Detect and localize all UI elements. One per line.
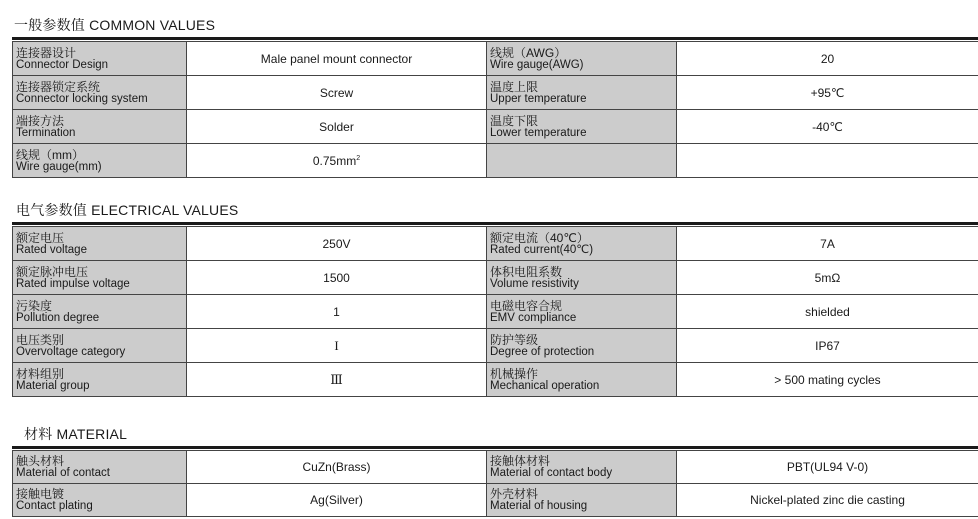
spec-label-en: Contact plating xyxy=(16,500,93,512)
spec-label xyxy=(13,227,187,261)
section-title-common: 一般参数值 COMMON VALUES xyxy=(14,17,216,33)
spec-label-cn: 温度上限 xyxy=(490,79,539,94)
spec-label-en: Rated voltage xyxy=(16,243,87,256)
spec-label xyxy=(13,42,187,76)
spec-label xyxy=(13,484,187,517)
spec-label-cn: 接触电镀 xyxy=(16,487,65,501)
spec-row xyxy=(13,451,978,484)
spec-value xyxy=(677,227,978,261)
spec-value xyxy=(677,76,978,110)
spec-value-text: 7A xyxy=(820,236,835,251)
spec-label-cn: 材料组别 xyxy=(16,366,65,381)
spec-label-en: Degree of protection xyxy=(490,345,595,358)
spec-label xyxy=(487,227,677,261)
spec-label xyxy=(487,110,677,144)
spec-label xyxy=(487,76,677,110)
spec-value-text: CuZn(Brass) xyxy=(302,460,371,474)
spec-row xyxy=(13,227,978,261)
spec-value xyxy=(677,363,978,397)
spec-label-en: Rated current(40℃) xyxy=(490,243,594,256)
spec-value xyxy=(187,329,487,363)
spec-row xyxy=(13,261,978,295)
spec-value-text: -40℃ xyxy=(812,119,843,134)
spec-label-cn: 电压类别 xyxy=(16,332,65,347)
spec-label xyxy=(13,329,187,363)
spec-value-text: 1 xyxy=(333,304,340,319)
spec-label-en: Rated impulse voltage xyxy=(16,277,130,290)
material-table xyxy=(12,450,978,517)
spec-label-en: Termination xyxy=(16,126,76,139)
spec-label xyxy=(487,144,677,178)
spec-value xyxy=(187,76,487,110)
spec-value xyxy=(677,329,978,363)
spec-label xyxy=(13,295,187,329)
common-values-table xyxy=(12,41,978,178)
spec-value-text: 20 xyxy=(820,51,835,66)
spec-value xyxy=(187,261,487,295)
spec-label-cn: 额定脉冲电压 xyxy=(16,264,89,279)
spec-row xyxy=(13,363,978,397)
spec-label-en: EMV compliance xyxy=(490,311,577,324)
spec-value-text: Ⅲ xyxy=(330,371,343,387)
spec-value xyxy=(187,363,487,397)
spec-row xyxy=(13,295,978,329)
spec-label xyxy=(13,76,187,110)
spec-value xyxy=(677,42,978,76)
spec-label-en: Material of contact xyxy=(16,467,110,479)
spec-label-en: Wire gauge(AWG) xyxy=(490,58,584,71)
spec-label-en: Material of housing xyxy=(490,500,588,512)
spec-value xyxy=(187,484,487,517)
spec-label-cn: 连接器锁定系统 xyxy=(16,79,101,94)
spec-value-text: > 500 mating cycles xyxy=(774,372,881,387)
section-divider xyxy=(12,222,978,225)
spec-row xyxy=(13,42,978,76)
spec-value-text: Screw xyxy=(319,85,354,100)
section-title-electrical: 电气参数值 ELECTRICAL VALUES xyxy=(16,202,239,218)
spec-label-cn: 端接方法 xyxy=(16,113,65,128)
spec-label xyxy=(487,484,677,517)
spec-label-en: Pollution degree xyxy=(16,311,100,324)
spec-value xyxy=(187,110,487,144)
spec-value xyxy=(187,42,487,76)
spec-value xyxy=(187,144,487,178)
spec-label-cn: 额定电流（40℃） xyxy=(490,230,589,245)
spec-label-cn: 污染度 xyxy=(16,298,53,313)
spec-value xyxy=(187,227,487,261)
spec-label xyxy=(487,42,677,76)
spec-label-en: Mechanical operation xyxy=(490,379,600,392)
spec-value-text: IP67 xyxy=(815,338,840,353)
spec-label xyxy=(13,363,187,397)
spec-label-cn: 电磁电容合规 xyxy=(490,298,563,313)
spec-label xyxy=(487,261,677,295)
spec-label-cn: 机械操作 xyxy=(490,366,539,381)
spec-row xyxy=(13,329,978,363)
spec-label-en: Connector Design xyxy=(16,58,109,71)
spec-value-superscript: 2 xyxy=(356,154,361,162)
spec-label xyxy=(487,295,677,329)
spec-value-text: I xyxy=(334,337,339,353)
spec-value-text: Ag(Silver) xyxy=(310,493,363,507)
spec-value-text: 250V xyxy=(322,236,351,251)
spec-value xyxy=(677,261,978,295)
spec-row xyxy=(13,76,978,110)
spec-value-text: Male panel mount connector xyxy=(260,51,413,66)
spec-label-en: Wire gauge(mm) xyxy=(16,160,102,173)
spec-label-cn: 线规（mm） xyxy=(16,147,84,162)
spec-label xyxy=(13,144,187,178)
spec-label-en: Connector locking system xyxy=(16,92,148,105)
section-divider xyxy=(12,37,978,40)
spec-label xyxy=(13,110,187,144)
spec-value-text: +95℃ xyxy=(810,85,845,100)
spec-label-cn: 连接器设计 xyxy=(16,45,77,60)
spec-value-text: 5mΩ xyxy=(814,270,841,285)
spec-label xyxy=(487,363,677,397)
spec-row xyxy=(13,484,978,517)
electrical-values-table xyxy=(12,226,978,397)
section-divider xyxy=(12,446,978,449)
spec-label-cn: 额定电压 xyxy=(16,230,65,245)
spec-value xyxy=(187,295,487,329)
spec-value xyxy=(677,110,978,144)
spec-value xyxy=(677,144,978,178)
spec-value xyxy=(187,451,487,484)
spec-row xyxy=(13,144,978,178)
spec-value-text: PBT(UL94 V-0) xyxy=(786,460,869,474)
spec-value-text: 1500 xyxy=(323,270,350,285)
spec-label xyxy=(13,451,187,484)
spec-label-en: Material of contact body xyxy=(490,467,613,479)
spec-label-cn: 线规（AWG） xyxy=(490,45,567,60)
spec-label xyxy=(487,451,677,484)
spec-label-cn: 温度下限 xyxy=(490,113,539,128)
spec-label xyxy=(487,329,677,363)
spec-label-cn: 体积电阻系数 xyxy=(490,264,563,279)
spec-label-en: Material group xyxy=(16,379,90,392)
spec-value-text: Nickel-plated zinc die casting xyxy=(750,493,905,507)
spec-value xyxy=(677,451,978,484)
spec-value-text: 0.75mm xyxy=(312,153,357,168)
spec-label-cn: 防护等级 xyxy=(490,332,539,347)
spec-label-cn: 接触体材料 xyxy=(490,454,551,468)
spec-label xyxy=(13,261,187,295)
spec-row xyxy=(13,110,978,144)
spec-label-cn: 外壳材料 xyxy=(490,487,539,501)
spec-value xyxy=(677,295,978,329)
spec-value xyxy=(677,484,978,517)
spec-value-text: Solder xyxy=(319,119,354,134)
spec-label-cn: 触头材料 xyxy=(16,454,65,468)
spec-value-text: shielded xyxy=(805,304,850,319)
section-title-material: 材料 MATERIAL xyxy=(24,426,128,442)
spec-label-en: Lower temperature xyxy=(490,126,587,139)
spec-label-en: Overvoltage category xyxy=(16,345,126,358)
spec-label-en: Upper temperature xyxy=(490,92,587,105)
spec-label-en: Volume resistivity xyxy=(490,277,579,290)
